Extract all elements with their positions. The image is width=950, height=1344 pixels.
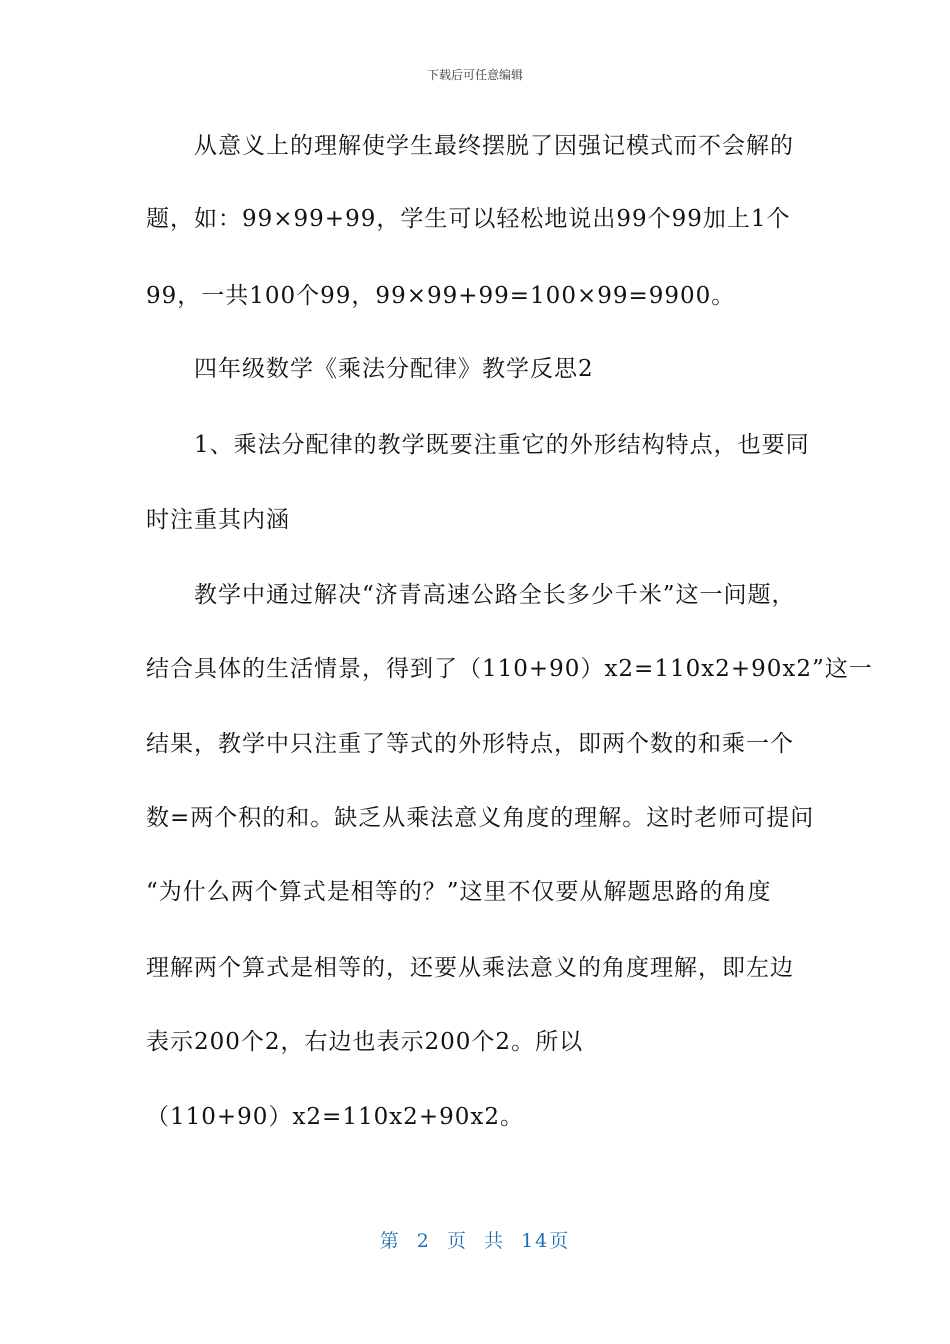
footer-page-number: 2 <box>416 1230 431 1252</box>
footer-ye: 页 <box>446 1230 468 1252</box>
text-line-13: 表示200个2，右边也表示200个2。所以 <box>146 1029 584 1055</box>
footer-total-pages: 14页 <box>521 1230 571 1252</box>
text-line-14: （110+90）x2=110x2+90x2。 <box>146 1104 524 1130</box>
text-line-6: 时注重其内涵 <box>146 507 290 533</box>
header-note: 下载后可任意编辑 <box>426 68 523 82</box>
text-line-1: 从意义上的理解使学生最终摆脱了因强记模式而不会解的 <box>194 133 794 159</box>
text-line-3: 99，一共100个99，99×99+99=100×99=9900。 <box>146 283 736 309</box>
text-line-5: 1、乘法分配律的教学既要注重它的外形结构特点，也要同 <box>194 432 810 458</box>
footer-di: 第 <box>379 1230 401 1252</box>
text-line-8: 结合具体的生活情景，得到了（110+90）x2=110x2+90x2”这一 <box>146 656 873 682</box>
text-line-11: “为什么两个算式是相等的？”这里不仅要从解题思路的角度 <box>146 879 772 905</box>
text-line-7: 教学中通过解决“济青高速公路全长多少千米”这一问题， <box>194 582 796 608</box>
footer-gong: 共 <box>484 1230 506 1252</box>
text-line-9: 结果，教学中只注重了等式的外形特点，即两个数的和乘一个 <box>146 731 794 757</box>
text-line-10: 数=两个积的和。缺乏从乘法意义角度的理解。这时老师可提问 <box>146 805 815 831</box>
text-line-2: 题，如：99×99+99，学生可以轻松地说出99个99加上1个 <box>146 206 791 232</box>
page-footer <box>0 1226 950 1253</box>
section-heading: 四年级数学《乘法分配律》教学反思2 <box>194 356 594 382</box>
text-line-12: 理解两个算式是相等的，还要从乘法意义的角度理解，即左边 <box>146 955 794 981</box>
